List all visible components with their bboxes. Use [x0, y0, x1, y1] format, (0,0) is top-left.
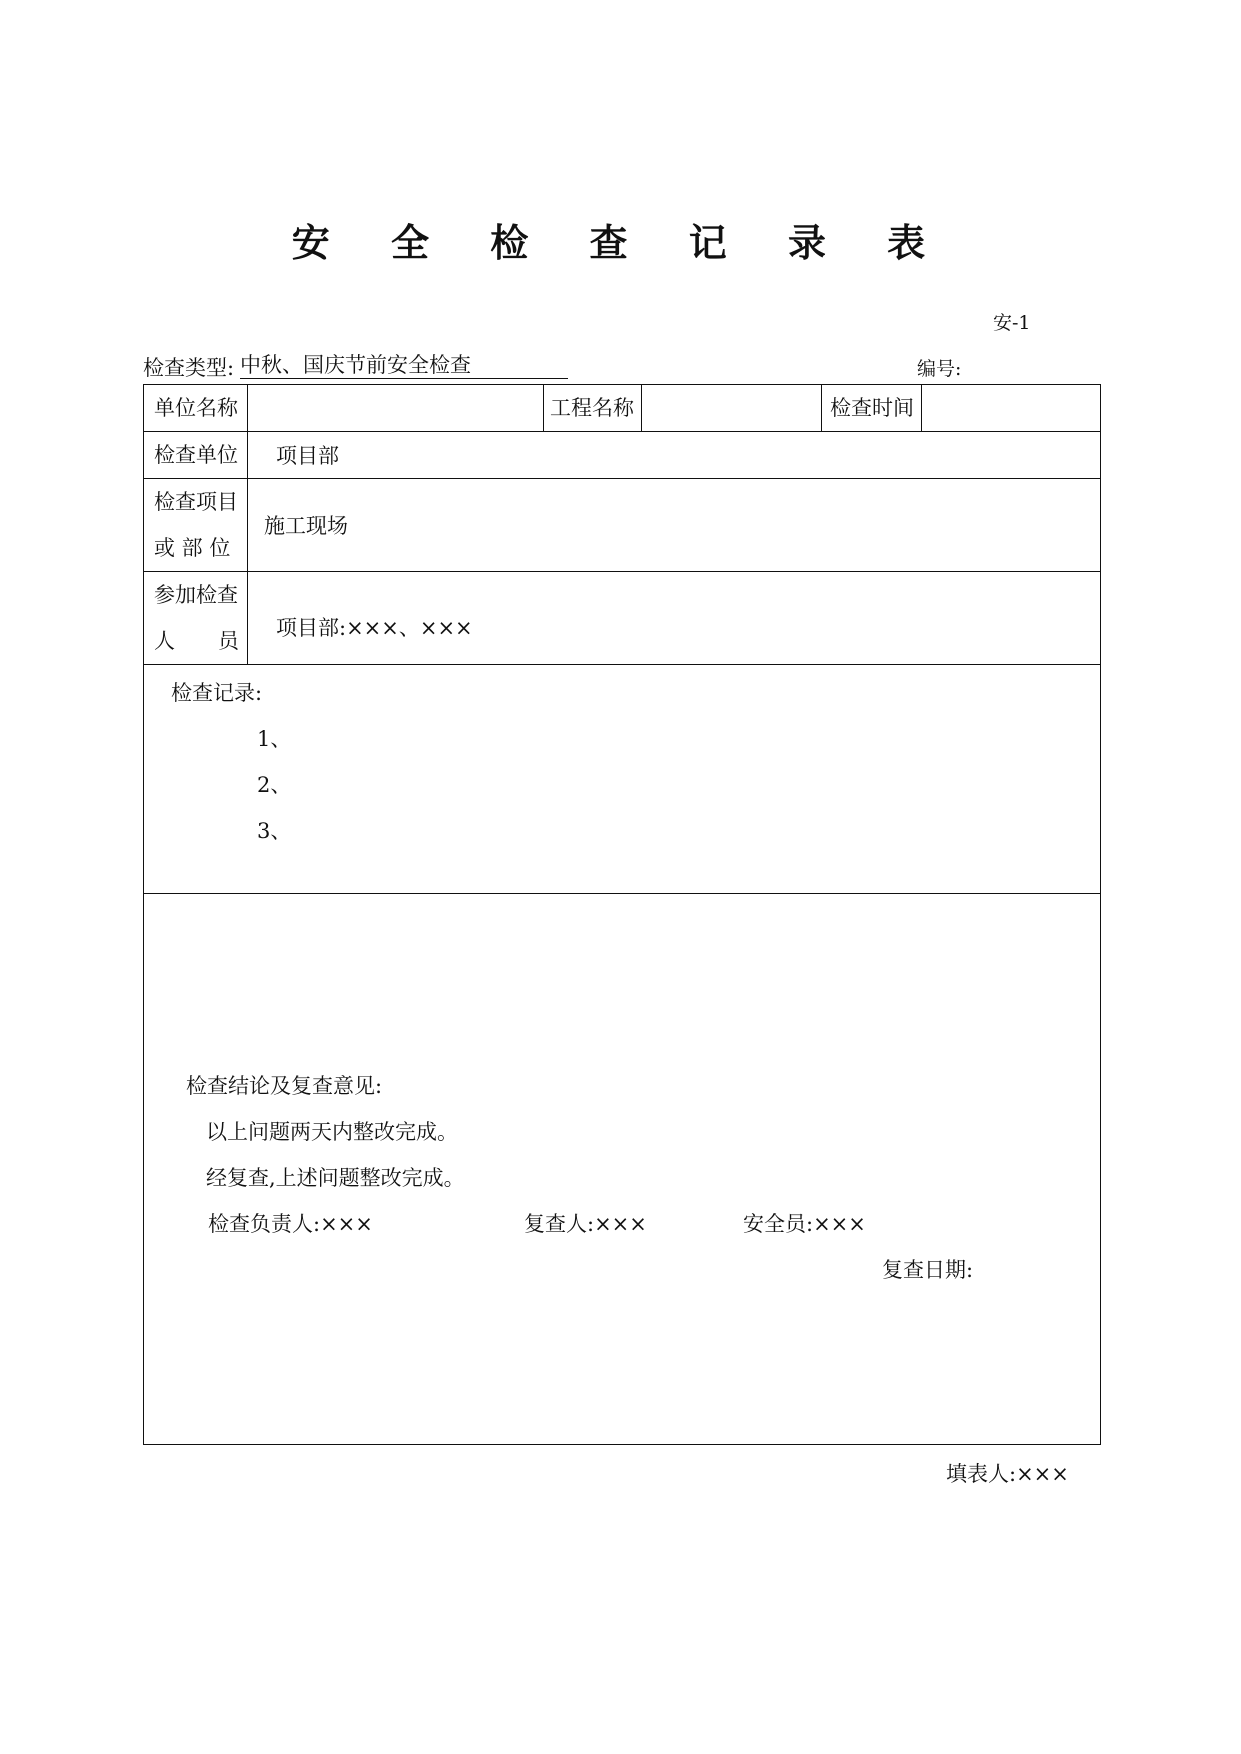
conclusion-cell[interactable]	[144, 894, 1101, 1445]
serial-label: 编号:	[917, 358, 962, 380]
form-filler: 填表人:×××	[946, 1462, 1069, 1486]
responsible-person: 检查负责人:×××	[208, 1212, 373, 1236]
participants-label-line1: 参加检查	[154, 583, 238, 607]
form-code: 安-1	[993, 312, 1031, 334]
project-name-field[interactable]	[642, 385, 822, 432]
inspection-unit-label: 检查单位	[144, 432, 248, 479]
record-item-1: 1、	[257, 727, 292, 751]
conclusion-line-1: 以上问题两天内整改完成。	[206, 1120, 458, 1144]
participants-value[interactable]: 项目部:×××、×××	[248, 572, 1101, 665]
record-label: 检查记录:	[171, 681, 263, 705]
participants-label	[144, 572, 248, 665]
conclusion-line-2: 经复查,上述问题整改完成。	[206, 1166, 465, 1190]
inspection-item-label-line2: 或 部 位	[154, 536, 231, 560]
inspection-item-label	[144, 479, 248, 572]
page-title: 安 全 检 查 记 录 表	[291, 220, 950, 265]
reviewer: 复查人:×××	[524, 1212, 647, 1236]
safety-officer: 安全员:×××	[743, 1212, 866, 1236]
inspection-item-value[interactable]: 施工现场	[248, 479, 1101, 572]
inspection-record-cell[interactable]	[144, 665, 1101, 894]
conclusion-label: 检查结论及复查意见:	[186, 1074, 383, 1098]
inspection-type-label: 检查类型:	[143, 356, 235, 380]
inspection-time-label: 检查时间	[822, 385, 922, 432]
unit-name-field[interactable]	[248, 385, 544, 432]
inspection-item-label-line1: 检查项目	[154, 490, 238, 514]
record-item-2: 2、	[257, 773, 292, 797]
inspection-time-field[interactable]	[922, 385, 1101, 432]
project-name-label: 工程名称	[544, 385, 642, 432]
unit-name-label: 单位名称	[144, 385, 248, 432]
record-item-3: 3、	[257, 819, 292, 843]
review-date: 复查日期:	[882, 1258, 974, 1282]
inspection-unit-value[interactable]: 项目部	[248, 432, 1101, 479]
inspection-type-value[interactable]: 中秋、国庆节前安全检查	[240, 352, 568, 379]
inspection-form-table	[143, 384, 1101, 1445]
participants-label-line2: 人 员	[154, 629, 239, 653]
